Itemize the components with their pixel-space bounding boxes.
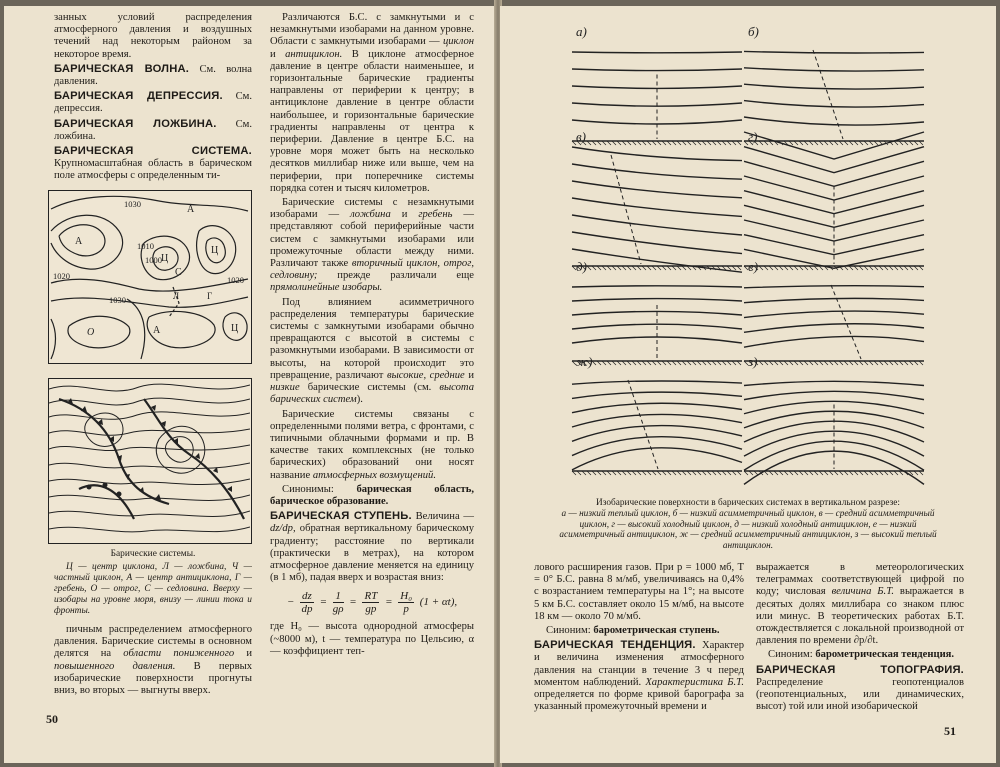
map-label: C [175, 267, 182, 278]
left-col1-top [54, 12, 252, 185]
denominator: gρ [332, 603, 344, 616]
isobaric-surface-line [572, 198, 742, 216]
entry-ref: См. волна давления. [54, 63, 252, 88]
entry-heading: БАРИЧЕСКАЯ СИСТЕМА. [54, 145, 252, 158]
fraction [333, 590, 344, 615]
text: Барические системы связаны с определенными полями ветра, с фронтами, с типичными облачными формами и пр. В качестве таких комплексных (не только барических) образований они носят название [270, 408, 474, 481]
isobaric-surface-line [744, 381, 924, 385]
fraction [362, 590, 379, 615]
text: ). [356, 394, 363, 406]
panel-4 [744, 129, 924, 270]
right-col1 [534, 562, 744, 715]
caption-title: Изобарические поверхности в барических системах в вертикальном разрезе: [595, 498, 901, 508]
entry-heading: БАРИЧЕСКАЯ ВОЛНА. [54, 62, 190, 75]
text: прежде различали еще [317, 270, 474, 282]
text-italic: Характеристика Б.Т. [645, 676, 744, 688]
entry-ref: См. депрессия. [54, 91, 252, 115]
isobaric-surface-line [744, 286, 924, 288]
text: выражается в метеорологических телеграммах соответствующей цифрой по коду; числовая [756, 562, 964, 598]
text-italic: вторичный циклон, отрог, седловину; [270, 258, 474, 282]
isobaric-surface-line [572, 249, 742, 272]
panel-3 [572, 129, 742, 272]
panel-5 [572, 259, 742, 365]
right-page [500, 6, 996, 763]
isobar-map-svg [49, 191, 250, 362]
panel-label: а) [576, 24, 587, 39]
formula-sign: − [286, 596, 295, 609]
text: пичным распределением атмосферного давления. Барические системы в основном делятся на [54, 624, 252, 660]
streamlines-figure [48, 378, 252, 544]
map-label: 1020 [227, 275, 244, 285]
numerator: H₀ [400, 590, 413, 603]
panel-6 [744, 259, 924, 365]
isobaric-surface-line [744, 298, 924, 302]
isobaric-surface-line [572, 392, 742, 398]
text-italic: прямолинейные изобары. [270, 282, 383, 294]
text: и [464, 369, 475, 381]
entry-heading: БАРИЧЕСКАЯ ДЕПРЕССИЯ. [54, 90, 223, 103]
panel-label: з) [748, 354, 758, 369]
figure-caption [552, 498, 944, 552]
isobaric-surface-line [572, 426, 742, 442]
page-number: 51 [944, 724, 956, 738]
text: Различаются Б.С. с замкнутыми и с незамкнутыми изобарами на данном уровне. Области с замкнутыми изобарами — [270, 12, 474, 48]
map-label: Л [173, 291, 180, 301]
denominator: p [403, 603, 409, 616]
numerator: dz [302, 590, 312, 603]
map-label: 1030 [109, 295, 126, 305]
panel-label: б) [748, 24, 759, 39]
panel-1 [572, 24, 742, 145]
text: барические системы (см. [299, 382, 440, 394]
isobaric-surface-line [744, 51, 924, 53]
text-italic: величина Б.Т. [831, 586, 895, 598]
text: определяется по форме кривой барографа за указанный промежуточный времени и [534, 689, 744, 713]
isobaric-surface-line [744, 391, 924, 399]
isobaric-surface-line [744, 101, 924, 107]
text-italic: повышенного давления. [54, 660, 176, 672]
equals: = [385, 596, 393, 609]
text-italic: атмосферных возмущений. [312, 469, 436, 481]
entry-heading: БАРИЧЕСКАЯ СТУПЕНЬ. [270, 510, 412, 523]
entry-heading: БАРИЧЕСКАЯ ТЕНДЕНЦИЯ. [534, 639, 696, 652]
synonym-label: Синонимы: [282, 483, 357, 495]
axis-line [813, 50, 843, 139]
isobaric-surface-line [572, 181, 742, 198]
entry-heading: БАРИЧЕСКАЯ ТОПОГРАФИЯ. [756, 663, 964, 676]
text-italic: антициклон. [285, 48, 343, 60]
map-label: Ц [211, 245, 219, 256]
panel-label: д) [576, 259, 587, 274]
map-label: 1030 [124, 199, 141, 209]
synonym-text: барическая область, барическое образование. [270, 483, 474, 507]
isobaric-surface-line [572, 437, 742, 456]
map-label: A [153, 325, 161, 336]
equals: = [349, 596, 357, 609]
map-label: 1000 [145, 255, 162, 265]
map-label: Ц [231, 323, 239, 334]
map-label: 1020 [53, 271, 70, 281]
isobaric-surface-line [744, 68, 924, 71]
denominator: dp [301, 603, 313, 616]
denominator: gp [365, 603, 377, 616]
isobaric-surface-line [572, 215, 742, 235]
left-col1-bottom [54, 624, 252, 699]
isobaric-surfaces-figure [500, 6, 996, 496]
entry-heading: БАРИЧЕСКАЯ ЛОЖБИНА. [54, 117, 217, 130]
isobaric-surface-line [572, 164, 742, 179]
map-label: Ц [161, 253, 169, 264]
panel-7 [572, 354, 742, 475]
formula-tail: (1 + αt), [419, 596, 458, 609]
isobar-map-figure [48, 190, 252, 364]
numerator: 1 [333, 590, 344, 603]
panel-label: в) [576, 129, 586, 144]
text-italic: ложбина [350, 209, 391, 221]
equals: = [319, 596, 328, 609]
panel-2 [744, 24, 924, 145]
text: Распределение геопотенциалов (геопотенциальных, или динамических, высот) той или иной изобарической [756, 676, 964, 713]
text-italic: низкие [270, 382, 300, 394]
isobaric-surface-line [572, 147, 742, 161]
isobaric-surface-line [572, 286, 742, 287]
text: В первых изобарические поверхности прогнуты вниз, во вторых — выгнуты вверх. [54, 660, 252, 697]
synonym-label: Синоним: [768, 649, 816, 661]
map-label: A [75, 236, 83, 247]
fraction [300, 590, 314, 615]
text-italic: гребень [418, 209, 453, 221]
text: В циклоне атмосферное давление в центре области наименьшее, и горизонтальные барические градиенты направлены от периферии к центру; в антициклоне давление в центре области наибольшее, и горизонтальные барические градиенты направлены от центра к периферии. Давление в центре Б.С. на уровне моря может быть на несколько десятков миллибар ниже или выше, чем на периферии, при поперечнике системы порядка сотен и тысяч километров. [270, 48, 474, 194]
panel-label: ж) [576, 354, 593, 369]
text: и [270, 48, 286, 60]
caption-text: а — низкий теплый циклон, б — низкий асимметричный циклон, в — средний асимметричный циклон, г — высокий холодный циклон, д — низкий холодный антициклон, е — низкий асимметричный антициклон, ж — средний асимметричный антициклон, з — высокий теплый антициклон. [559, 508, 937, 552]
text: и [234, 648, 252, 660]
left-col2 [270, 12, 474, 660]
text: где H₀ — высота однородной атмосферы (~8000 м), t — температура по Цельсию, α — коэффициент теп- [270, 621, 474, 657]
axis-line [831, 285, 861, 359]
text: выражается в десятых долях миллибара со знаком плюс или минус. В теоретических работах Б.Т. отождествляется с локальной производной от давления по времени ∂p/∂t. [756, 586, 964, 647]
synonym-label: Синоним: [546, 625, 594, 637]
map-label: Г [207, 291, 213, 301]
figure-caption [54, 549, 252, 619]
text: и [390, 209, 419, 221]
isobaric-surface-line [572, 299, 742, 301]
fraction [398, 590, 414, 615]
text-italic: высокие, средние [386, 369, 465, 381]
text: Величина — [411, 511, 474, 523]
caption-text: Ц — центр циклона, Л — ложбина, Ч — частный циклон, А — центр антициклона, Г — гребень, О — отрог, С — седловина. Вверху — изобары на уровне моря, внизу — линии тока и фронты. [54, 562, 252, 616]
isobaric-surface-line [572, 403, 742, 412]
isobaric-surface-line [572, 52, 742, 53]
map-label: A [187, 204, 195, 215]
isobaric-surface-line [572, 381, 742, 384]
text: обратная вертикальному барическому градиенту; расстояние по вертикали (практически в метрах), на котором атмосферное давление меняется на единицу (в 1 мб), падая вверх и возрастая вниз: [270, 523, 474, 584]
entry-ref: См. ложбина. [54, 118, 252, 142]
isobaric-surface-line [744, 117, 924, 125]
map-label: 1010 [137, 241, 154, 251]
isobaric-surface-line [572, 232, 742, 254]
synonym-text: барометрическая ступень. [593, 625, 720, 637]
text-italic: dz/dp, [270, 523, 296, 535]
page-number: 50 [46, 712, 58, 726]
panel-label: г) [748, 129, 758, 144]
text-italic: высота барических систем [270, 382, 474, 406]
caption-title: Барические системы. [110, 549, 196, 559]
isobaric-surface-line [744, 336, 924, 347]
right-col2 [756, 562, 964, 715]
formula [270, 590, 474, 615]
text: Под влиянием асимметричного распределения температуры барические системы с замкнутыми изобарами обычно превращаются с высотой в системы с разомкнутыми изобарами. В зависимости от высоты, на которой происходит это превращение, различают [270, 296, 474, 381]
isobaric-surface-line [744, 311, 924, 317]
text: Барические системы с незамкнутыми изобарами — [270, 197, 474, 221]
map-label: О [87, 327, 95, 338]
synonym-text: барометрическая тенденция. [815, 649, 955, 661]
text-italic: циклон [442, 36, 474, 48]
isobaric-surface-line [572, 120, 742, 124]
numerator: RT [364, 590, 378, 603]
text: лового расширения газов. При p = 1000 мб, T = 0° Б.С. равна 8 м/мб, увеличиваясь на 0,4% с возрастанием температуры на 1°; на высоте 5 км Б.С. составляет около 15 м/мб, на высоте 18 км — около 70 м/мб. [534, 562, 744, 622]
text: — представляют собой периферийные части систем с замкнутыми изобарами или промежуточные области между ними. Различают также [270, 209, 475, 270]
left-page [4, 6, 496, 763]
isobaric-surface-line [572, 69, 742, 71]
isobaric-surface-line [744, 324, 924, 333]
text: Характер и величина изменения атмосферного давления на станции в течение 3 ч перед моментом наблюдений. [534, 640, 744, 688]
text-continuation: занных условий распределения атмосферного давления и воздушных течений над некоторым районом за некоторое время. [54, 12, 252, 60]
streamlines-svg [49, 379, 250, 542]
entry-text: Крупномасштабная область в барическом поле атмосферы с определенным ти- [54, 158, 252, 182]
text-italic: области пониженного [123, 648, 235, 660]
isobaric-surface-line [572, 86, 742, 88]
axis-line [628, 380, 658, 469]
panel-8 [744, 354, 924, 484]
isobaric-surface-line [744, 84, 924, 89]
panel-label: е) [748, 259, 759, 274]
